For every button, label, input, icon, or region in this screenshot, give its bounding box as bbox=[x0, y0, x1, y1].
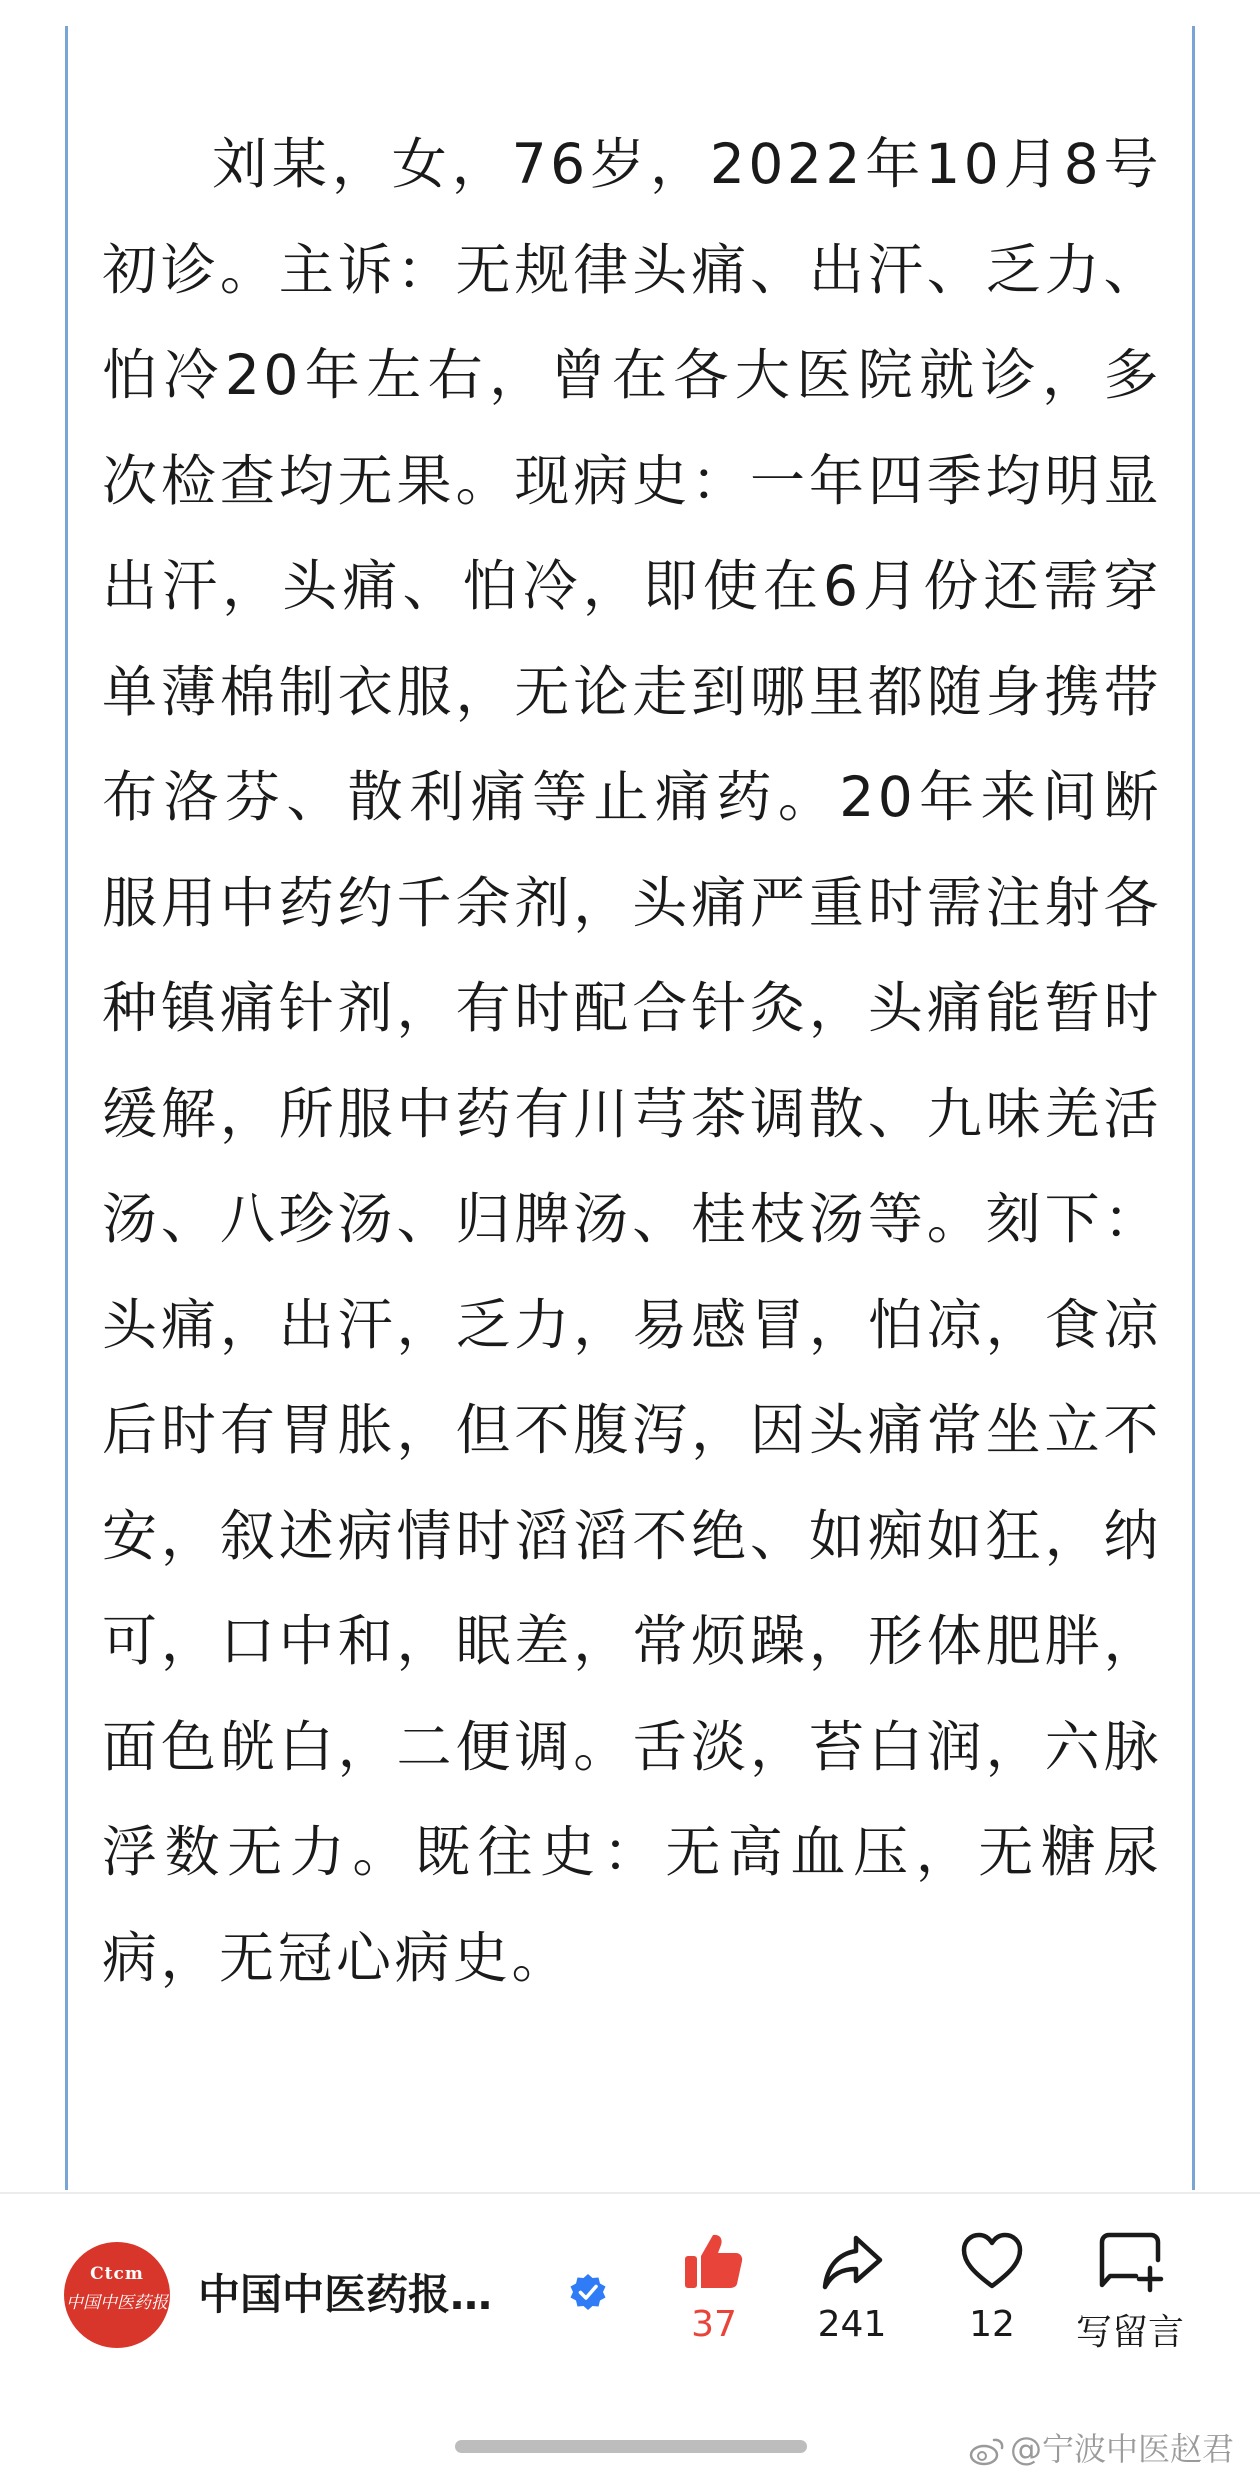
home-indicator[interactable] bbox=[455, 2440, 807, 2453]
favorite-button[interactable] bbox=[932, 2230, 1052, 2380]
article-paragraph: 刘某，女，76岁，2022年10月8号初诊。主诉：无规律头痛、出汗、乏力、怕冷20年左右，曾在各大医院就诊，多次检查均无果。现病史：一年四季均明显出汗，头痛、怕冷，即使在6月份还需穿单薄棉制衣服，无论走到哪里都随身携带布洛芬、散利痛等止痛药。20年来间断服用中药约千余剂，头痛严重时需注射各种镇痛针剂，有时配合针灸，头痛能暂时缓解，所服中药有川芎茶调散、九味羌活汤、八珍汤、归脾汤、桂枝汤等。刻下：头痛，出汗，乏力，易感冒，怕凉，食凉后时有胃胀，但不腹泻，因头痛常坐立不安，叙述病情时滔滔不绝、如痴如狂，纳可，口中和，眠差，常烦躁，形体肥胖，面色㿠白，二便调。舌淡，苔白润，六脉浮数无力。既往史：无高血压，无糖尿病，无冠心病史。 bbox=[102, 132, 1162, 1990]
weibo-icon bbox=[968, 2436, 1006, 2466]
heart-icon bbox=[960, 2230, 1024, 2294]
thumbs-up-icon bbox=[682, 2230, 746, 2294]
write-comment-button[interactable] bbox=[1060, 2230, 1200, 2380]
right-border-rule bbox=[1192, 26, 1195, 2190]
share-count: 241 bbox=[817, 2304, 887, 2345]
like-count: 37 bbox=[691, 2304, 737, 2345]
favorite-count: 12 bbox=[969, 2304, 1015, 2345]
share-button[interactable] bbox=[792, 2230, 912, 2380]
avatar-logo-text: Ctcm bbox=[90, 2264, 144, 2284]
bottom-action-bar bbox=[0, 2192, 1260, 2480]
avatar-logo-subtext: 中国中医药报 bbox=[66, 2293, 168, 2313]
watermark-text: @宁波中医赵君 bbox=[1010, 2430, 1235, 2468]
article-body bbox=[102, 112, 1162, 2011]
account-name[interactable]: 中国中医药报… bbox=[198, 2270, 493, 2319]
share-arrow-icon bbox=[820, 2230, 884, 2294]
write-comment-label: 写留言 bbox=[1075, 2312, 1184, 2353]
like-button[interactable] bbox=[654, 2230, 774, 2380]
left-border-rule bbox=[65, 26, 68, 2190]
account-avatar[interactable] bbox=[64, 2242, 170, 2348]
watermark bbox=[968, 2424, 1260, 2472]
verified-badge-icon bbox=[568, 2272, 608, 2312]
comment-add-icon bbox=[1096, 2230, 1164, 2294]
